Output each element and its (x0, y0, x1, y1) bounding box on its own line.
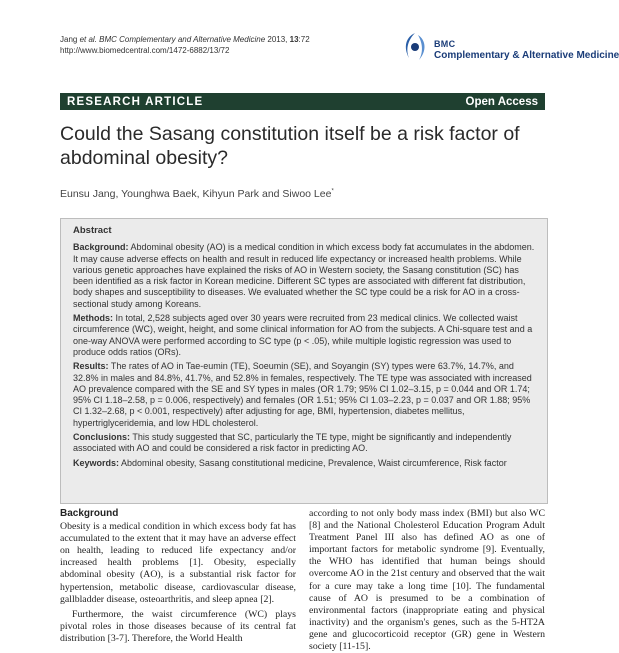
citation-year: 2013, (265, 35, 290, 44)
abstract-results (73, 361, 535, 429)
citation-line-1 (60, 35, 310, 46)
abstract-results-label: Results: (73, 361, 109, 372)
abstract-methods-text: In total, 2,528 subjects aged over 30 years were recruited from 23 medical clinics. We collected waist circumference (WC), weight, height, and some clinical information for AO from the subjects. A Chi-square test and a one-way ANOVA were performed according to SC type (p < .05), while multiple logistic regression was used to produce odds ratios (ORs). (73, 313, 533, 357)
author-names: Eunsu Jang, Younghwa Baek, Kihyun Park and Siwoo Lee (60, 188, 332, 200)
citation-header (60, 35, 310, 56)
citation-author: Jang (60, 35, 78, 44)
abstract-conclusions-text: This study suggested that SC, particularly the TE type, might be significantly and independently associated with AO and could be considered a risk factor in predicting AO. (73, 432, 512, 454)
citation-etal: et al. (77, 35, 100, 44)
abstract-background-text: Abdominal obesity (AO) is a medical condition in which excess body fat accumulates in the abdomen. It may cause adverse effects on health and result in reduced life expectancy or increased health problems. While various genetic approaches have explained the risks of AO in Western society, the Sasang constitution (SC) has been identified as a risk factor in Korean medicine. Different SC types are associated with different fat distribution, body shapes and susceptibility to diseases. We evaluated whether the SC type could be a risk for AO in a cross-sectional study among Koreans. (73, 242, 535, 309)
abstract-box (60, 218, 548, 504)
abstract-heading: Abstract (73, 225, 112, 236)
author-list (60, 188, 334, 200)
article-title: Could the Sasang constitution itself be a risk factor of abdominal obesity? (60, 123, 520, 169)
body-paragraph-1: Obesity is a medical condition in which excess body fat has accumulated to the extent that it may have an adverse effect on health, leading to reduced life expectancy and/or increased health problems [1]. Obesity, especially abdominal obesity (AO), is a substantial risk factor for hypertension, metabolic disease, cardiovascular disease, gallbladder disease, osteoarthritis, and sleep apnea [2]. (60, 521, 296, 605)
logo-subtitle: Complementary & Alternative Medicine (434, 50, 619, 61)
abstract-keywords-label: Keywords: (73, 457, 120, 468)
body-left-column (60, 508, 296, 645)
abstract-background (73, 242, 535, 310)
abstract-methods (73, 313, 535, 358)
abstract-keywords (73, 458, 535, 469)
abstract-results-text: The rates of AO in Tae-eumin (TE), Soeumin (SE), and Soyangin (SY) types were 63.7%, 14.7%, and 32.8% in males and 84.8%, 41.7%, and 52.8% in females, respectively. The TE type was associated with increased AO prevalence compared with the SE and SY types in males (OR 1.79; 95% CI 1.02–3.15, p = 0.044 and OR 1.74; 95% CI 1.18–2.58, p = 0.006, respectively) and females (OR 1.51; 95% CI 1.03–2.23, p = 0.037 and OR 1.88; 95% CI 1.32–2.68, p < 0.001, respectively) after adjusting for age, BMI, hypertension, diabetes mellitus, hypertriglyceridemia, and low HDL cholesterol. (73, 361, 532, 428)
body-right-column (309, 508, 545, 653)
logo-name: BMC (434, 39, 456, 49)
citation-journal: BMC Complementary and Alternative Medicine (99, 35, 266, 44)
section-heading-background: Background (60, 508, 119, 519)
citation-url[interactable]: http://www.biomedcentral.com/1472-6882/13/72 (60, 45, 230, 55)
body-paragraph-2: Furthermore, the waist circumference (WC) plays pivotal roles in those diseases because of its central fat distribution [3-7]. Therefore, the World Health (60, 608, 296, 644)
abstract-background-label: Background: (73, 242, 129, 253)
abstract-keywords-text: Abdominal obesity, Sasang constitutional medicine, Prevalence, Waist circumference, Risk factor (119, 457, 507, 468)
journal-logo (398, 30, 619, 70)
abstract-methods-label: Methods: (73, 313, 113, 324)
abstract-conclusions (73, 432, 535, 455)
article-type-banner (60, 93, 545, 110)
open-access-label: Open Access (465, 96, 538, 108)
citation-article: :72 (298, 35, 310, 44)
body-paragraph-3: according to not only body mass index (BMI) but also WC [8] and the National Cholesterol Education Program Adult Treatment Panel III also has defined AO as one of important factors for metabolic syndrome [9]. Eventually, the WHO has identified that human beings should overcome AO in the 21st century and observed that the wait for a cure may take a long time [10]. The fundamental cause of AO is presumed to be a combination of environmental factors (inappropriate eating and physical inactivity) and the organism's genes, such as the 5-HT2A gene and glucocorticoid receptor (GR) gene in Western society [11-15]. (309, 508, 545, 653)
article-type-label: RESEARCH ARTICLE (67, 96, 204, 108)
corresponding-author-mark: * (331, 188, 334, 195)
abstract-conclusions-label: Conclusions: (73, 432, 131, 443)
citation-volume: 13 (289, 35, 299, 44)
bmc-logo-icon (400, 31, 430, 63)
